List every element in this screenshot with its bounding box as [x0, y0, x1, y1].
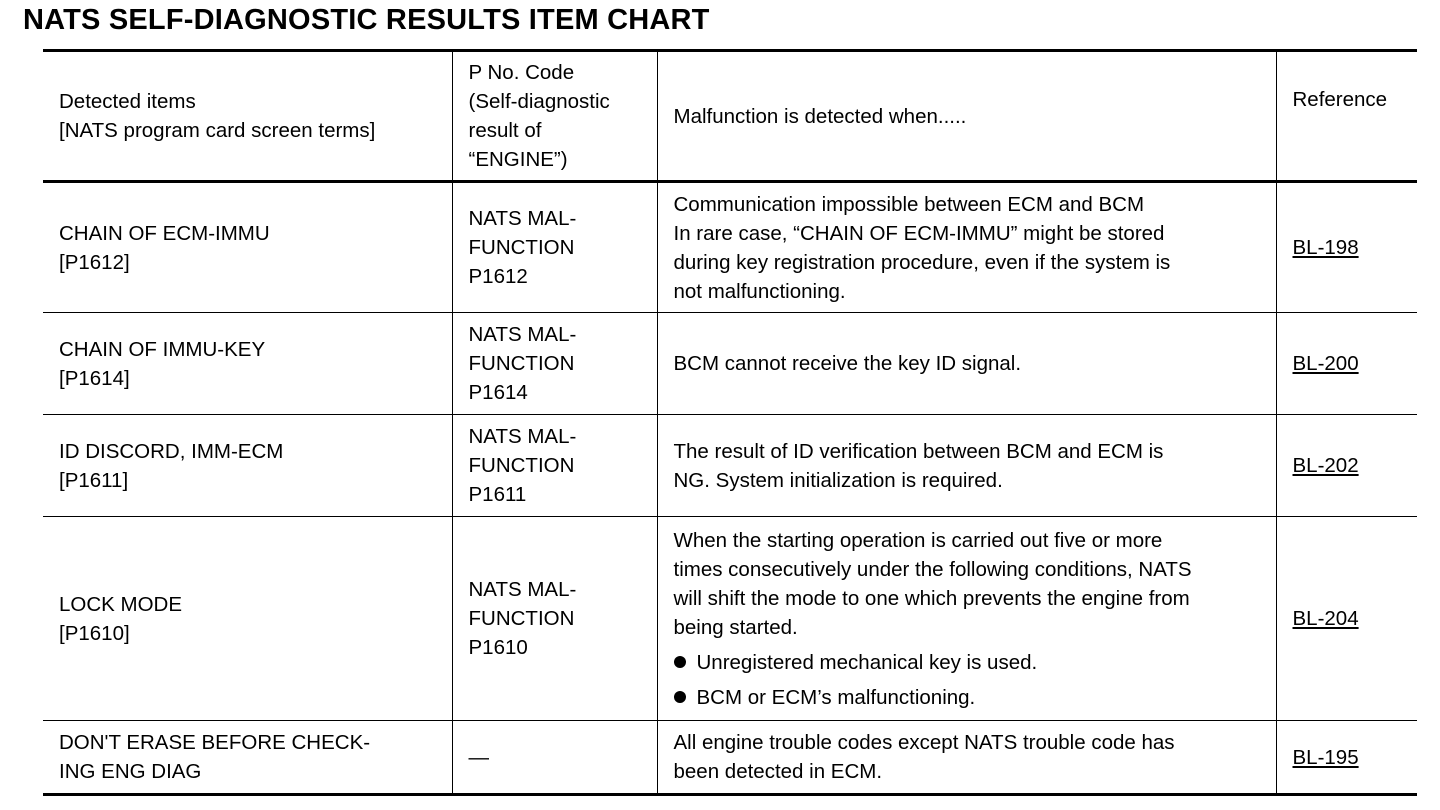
reference-cell	[1276, 517, 1417, 721]
reference-link[interactable]: BL-204	[1292, 607, 1359, 630]
condition-list	[674, 648, 1262, 712]
list-item: BCM or ECM’s malfunctioning.	[674, 683, 1262, 712]
reference-cell	[1276, 415, 1417, 517]
detected-item-cell: DON'T ERASE BEFORE CHECK- ING ENG DIAG	[59, 731, 371, 783]
malfunction-cell: Communication impossible between ECM and BCM In rare case, “CHAIN OF ECM-IMMU” might be stored during key registration procedure, even if the system is not malfunctioning.	[657, 182, 1276, 313]
table-row	[43, 313, 1417, 415]
code-cell: —	[452, 721, 657, 795]
malfunction-cell: When the starting operation is carried out five or more times consecutively under the following conditions, NATS will shift the mode to one which prevents the engine from being started. Unregistered mechanical key is used. BCM or ECM’s malfunctioning.	[657, 517, 1276, 721]
diagnostic-results-table	[43, 49, 1417, 796]
bullet-icon	[674, 656, 686, 668]
page-title: NATS SELF-DIAGNOSTIC RESULTS ITEM CHART	[23, 4, 710, 36]
code-cell: NATS MAL- FUNCTION P1611	[452, 415, 657, 517]
reference-cell	[1276, 721, 1417, 795]
reference-cell	[1276, 182, 1417, 313]
header-p-no-code: P No. Code (Self-diagnostic result of “ENGINE”)	[452, 51, 657, 182]
list-item: Unregistered mechanical key is used.	[674, 648, 1262, 677]
code-cell: NATS MAL- FUNCTION P1610	[452, 517, 657, 721]
code-cell: NATS MAL- FUNCTION P1612	[452, 182, 657, 313]
detected-item-cell: CHAIN OF IMMU-KEY [P1614]	[59, 337, 266, 390]
table-header-row	[43, 51, 1417, 182]
reference-cell	[1276, 313, 1417, 415]
malfunction-cell: BCM cannot receive the key ID signal.	[657, 313, 1276, 415]
bullet-icon	[674, 691, 686, 703]
table-row	[43, 182, 1417, 313]
table-row	[43, 415, 1417, 517]
reference-link[interactable]: BL-198	[1292, 236, 1359, 259]
reference-link[interactable]: BL-202	[1292, 454, 1359, 477]
header-reference: Reference	[1276, 51, 1417, 182]
header-malfunction: Malfunction is detected when.....	[657, 51, 1276, 182]
header-detected-items: Detected items [NATS program card screen terms]	[59, 90, 376, 142]
malfunction-cell: All engine trouble codes except NATS trouble code has been detected in ECM.	[657, 721, 1276, 795]
detected-item-cell: ID DISCORD, IMM-ECM [P1611]	[59, 439, 284, 492]
reference-link[interactable]: BL-200	[1292, 352, 1359, 375]
table-row	[43, 721, 1417, 795]
detected-item-cell: CHAIN OF ECM-IMMU [P1612]	[59, 221, 270, 274]
detected-item-cell: LOCK MODE [P1610]	[59, 592, 183, 645]
table-row	[43, 517, 1417, 721]
reference-link[interactable]: BL-195	[1292, 745, 1359, 769]
code-cell: NATS MAL- FUNCTION P1614	[452, 313, 657, 415]
malfunction-cell: The result of ID verification between BCM and ECM is NG. System initialization is required.	[657, 415, 1276, 517]
